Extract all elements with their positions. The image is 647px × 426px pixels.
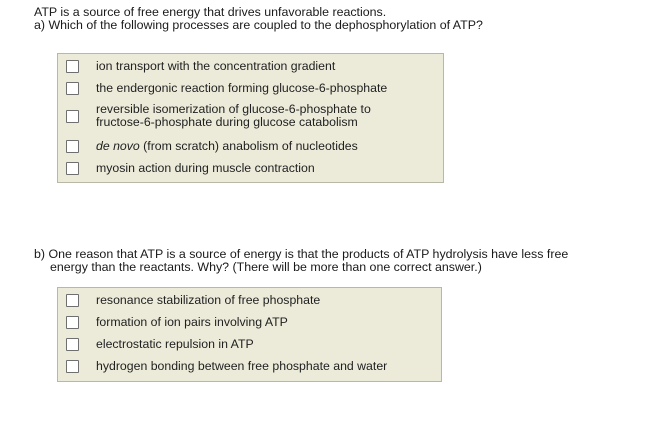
question-b-header bbox=[34, 248, 634, 274]
option-b-3-checkbox[interactable] bbox=[66, 338, 79, 351]
option-a-4-label bbox=[96, 140, 358, 153]
option-a-5-checkbox[interactable] bbox=[66, 162, 79, 175]
option-a-1-checkbox[interactable] bbox=[66, 60, 79, 73]
option-b-4-label: hydrogen bonding between free phosphate and water bbox=[96, 359, 388, 373]
option-a-4-label-rest: (from scratch) anabolism of nucleotides bbox=[139, 139, 358, 153]
option-a-4-label-italic: de novo bbox=[96, 139, 140, 153]
option-a-3-label-line1: reversible isomerization of glucose-6-phosphate to bbox=[96, 102, 371, 116]
intro-text: ATP is a source of free energy that drives unfavorable reactions. bbox=[34, 5, 387, 19]
option-b-4-checkbox[interactable] bbox=[66, 360, 79, 373]
option-a-2-checkbox[interactable] bbox=[66, 82, 79, 95]
question-a-options bbox=[57, 53, 444, 183]
option-b-2-checkbox[interactable] bbox=[66, 316, 79, 329]
option-b-1-label: resonance stabilization of free phosphate bbox=[96, 293, 321, 307]
option-b-3-label: electrostatic repulsion in ATP bbox=[96, 337, 254, 351]
option-a-3-checkbox[interactable] bbox=[66, 110, 79, 123]
question-b-prompt-line2: energy than the reactants. Why? (There will be more than one correct answer.) bbox=[50, 260, 482, 274]
option-a-2-label: the endergonic reaction forming glucose-6-phosphate bbox=[96, 81, 388, 95]
option-a-1-label: ion transport with the concentration gradient bbox=[96, 59, 336, 73]
option-a-3-label-line2: fructose-6-phosphate during glucose catabolism bbox=[96, 115, 358, 129]
question-a-header bbox=[34, 6, 634, 32]
option-b-2-label: formation of ion pairs involving ATP bbox=[96, 315, 288, 329]
option-a-5-label: myosin action during muscle contraction bbox=[96, 161, 315, 175]
question-b-prompt-line1: b) One reason that ATP is a source of energy is that the products of ATP hydrolysis have less free bbox=[34, 247, 569, 261]
question-b-options bbox=[57, 287, 442, 382]
option-a-4-checkbox[interactable] bbox=[66, 140, 79, 153]
question-a-prompt: a) Which of the following processes are coupled to the dephosphorylation of ATP? bbox=[34, 18, 483, 32]
option-b-1-checkbox[interactable] bbox=[66, 294, 79, 307]
